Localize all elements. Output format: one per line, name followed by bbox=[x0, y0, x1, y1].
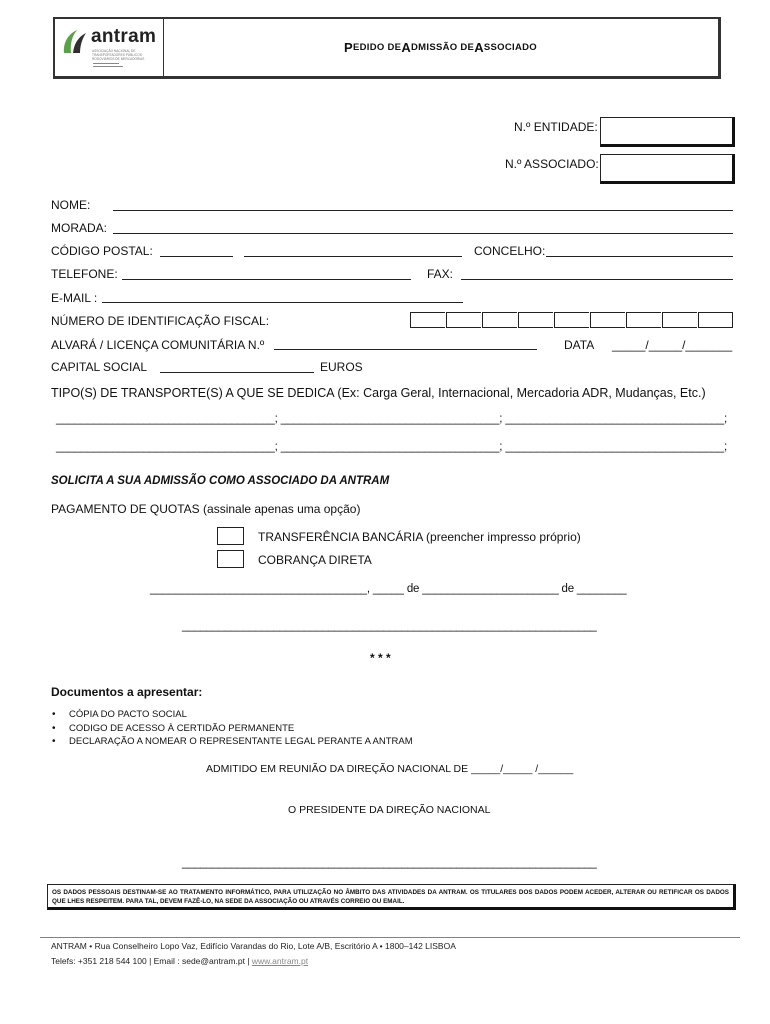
direct-debit-option-label: COBRANÇA DIRETA bbox=[258, 553, 372, 567]
list-item: • CÓPIA DO PACTO SOCIAL bbox=[51, 708, 413, 722]
nif-label: NÚMERO DE IDENTIFICAÇÃO FISCAL: bbox=[51, 314, 270, 328]
list-item: • CODIGO DE ACESSO À CERTIDÃO PERMANENTE bbox=[51, 722, 413, 736]
concelho-label: CONCELHO: bbox=[474, 244, 546, 258]
associado-label: N.º ASSOCIADO: bbox=[505, 157, 599, 171]
entidade-label: N.º ENTIDADE: bbox=[514, 120, 598, 134]
applicant-signature-line[interactable]: ____________________________________________________________________ bbox=[182, 620, 597, 632]
entidade-number-field[interactable] bbox=[600, 117, 735, 147]
alvara-field[interactable] bbox=[274, 349, 537, 350]
president-label: O PRESIDENTE DA DIREÇÃO NACIONAL bbox=[288, 804, 491, 816]
nif-digit-box[interactable] bbox=[698, 312, 733, 328]
capital-label: CAPITAL SOCIAL bbox=[51, 360, 148, 374]
telefone-field[interactable] bbox=[122, 279, 411, 280]
euros-label: EUROS bbox=[320, 360, 363, 374]
nif-digit-box[interactable] bbox=[446, 312, 481, 328]
localidade-field[interactable] bbox=[244, 256, 462, 257]
transport-question: TIPO(S) DE TRANSPORTE(S) A QUE SE DEDICA (Ex: Carga Geral, Internacional, Mercadoria ADR, Mudanças, Etc.) bbox=[51, 386, 706, 400]
transfer-option-label: TRANSFERÊNCIA BANCÁRIA (preencher impresso próprio) bbox=[258, 530, 581, 544]
transfer-checkbox[interactable] bbox=[217, 527, 244, 545]
data-field[interactable]: _____/_____/_______ bbox=[612, 338, 733, 352]
documents-list bbox=[51, 708, 413, 749]
antram-logo bbox=[61, 25, 159, 71]
nome-field[interactable] bbox=[113, 210, 733, 211]
nif-digit-box[interactable] bbox=[554, 312, 589, 328]
nome-label: NOME: bbox=[51, 198, 91, 212]
website-link[interactable]: www.antram.pt bbox=[251, 956, 309, 966]
nif-digit-box[interactable] bbox=[626, 312, 661, 328]
codigo-postal-label: CÓDIGO POSTAL: bbox=[51, 244, 153, 258]
nif-digit-box[interactable] bbox=[590, 312, 625, 328]
logo-wordmark: antram bbox=[91, 26, 157, 47]
form-header bbox=[53, 17, 721, 79]
form-title: P EDIDO DE A DMISSÃO DE A SSOCIADO bbox=[344, 40, 537, 55]
email-field[interactable] bbox=[102, 302, 463, 303]
footer-contacts-text: Telefs: +351 218 544 100 | Email : sede@antram.pt | bbox=[51, 956, 252, 966]
logo-tagline: ASSOCIAÇÃO NACIONAL DE TRANSPORTADORES PÚBLICOS RODOVIÁRIOS DE MERCADORIAS bbox=[92, 49, 145, 61]
admitted-line[interactable]: ADMITIDO EM REUNIÃO DA DIREÇÃO NACIONAL DE _____/_____ /______ bbox=[206, 763, 574, 775]
direct-debit-checkbox[interactable] bbox=[217, 550, 244, 568]
antram-logo-mark-icon bbox=[61, 27, 89, 57]
footer-contacts bbox=[51, 956, 308, 966]
morada-label: MORADA: bbox=[51, 221, 108, 235]
fax-label: FAX: bbox=[427, 267, 454, 281]
footer-rule bbox=[40, 937, 740, 938]
data-label: DATA bbox=[564, 338, 595, 352]
nif-digit-box[interactable] bbox=[518, 312, 553, 328]
list-item: • DECLARAÇÃO A NOMEAR O REPRESENTANTE LEGAL PERANTE A ANTRAM bbox=[51, 735, 413, 749]
telefone-label: TELEFONE: bbox=[51, 267, 118, 281]
president-signature-line[interactable]: ____________________________________________________________________ bbox=[182, 857, 597, 869]
payment-label: PAGAMENTO DE QUOTAS (assinale apenas uma opção) bbox=[51, 502, 361, 516]
associado-number-field[interactable] bbox=[600, 154, 735, 184]
alvara-label: ALVARÁ / LICENÇA COMUNITÁRIA N.º bbox=[51, 338, 265, 352]
concelho-field[interactable] bbox=[546, 256, 733, 257]
transport-row-1[interactable]: ___________________________________; ___________________________________; ___________________________________; bbox=[56, 413, 728, 425]
transport-row-2[interactable]: ___________________________________; ___________________________________; ___________________________________; bbox=[56, 441, 728, 453]
logo-small-print bbox=[93, 63, 123, 67]
admission-request: SOLICITA A SUA ADMISSÃO COMO ASSOCIADO DA ANTRAM bbox=[51, 475, 390, 487]
privacy-notice: OS DADOS PESSOAIS DESTINAM-SE AO TRATAMENTO INFORMÁTICO, PARA UTILIZAÇÃO NO ÂMBITO DAS ATIVIDADES DA ANTRAM. OS TITULARES DOS DADOS PODEM ACEDER, ALTERAR OU RETIFICAR OS DADOS QUE LHES RESPEITEM. PARA TAL, DEVEM FAZÊ-LO, NA SEDE DA ASSOCIAÇÃO OU ATRAVÉS CORREIO OU EMAIL. bbox=[47, 884, 736, 910]
codigo-postal-field[interactable] bbox=[160, 256, 233, 257]
email-label: E-MAIL : bbox=[51, 291, 98, 305]
fax-field[interactable] bbox=[461, 279, 733, 280]
nif-digit-box[interactable] bbox=[482, 312, 517, 328]
morada-field[interactable] bbox=[113, 233, 733, 234]
documents-heading: Documentos a apresentar: bbox=[51, 685, 203, 699]
nif-digit-box[interactable] bbox=[410, 312, 445, 328]
nif-digit-box[interactable] bbox=[662, 312, 697, 328]
footer-address: ANTRAM • Rua Conselheiro Lopo Vaz, Edifício Varandas do Rio, Lote A/B, Escritório A • 1800–142 LISBOA bbox=[51, 941, 456, 951]
section-separator-stars: * * * bbox=[370, 651, 391, 665]
place-date-line[interactable]: ___________________________________, _____ de ______________________ de ________ bbox=[150, 583, 627, 595]
capital-field[interactable] bbox=[160, 372, 314, 373]
